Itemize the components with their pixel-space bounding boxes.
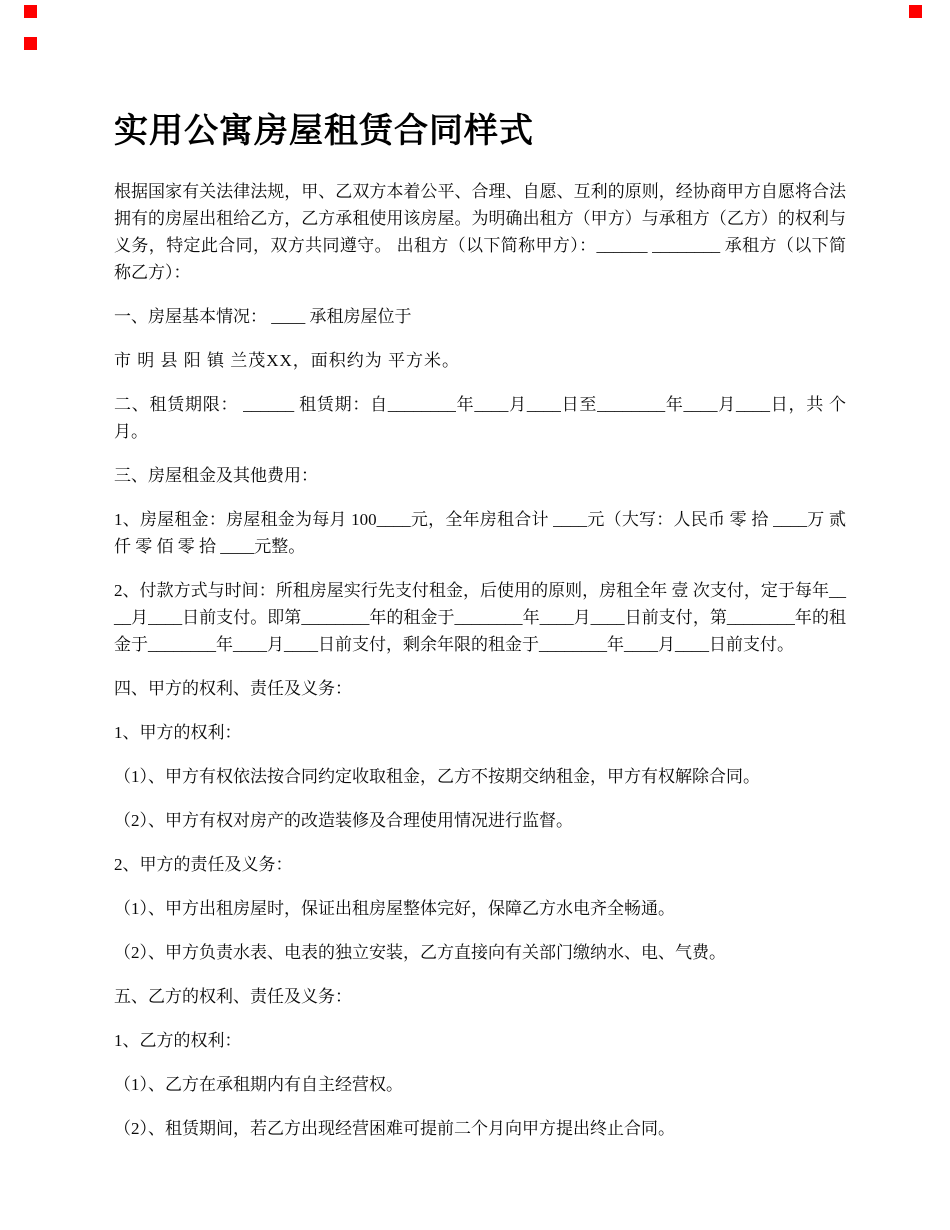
- clause-4-2-1: （1）、甲方出租房屋时，保证出租房屋整体完好，保障乙方水电齐全畅通。: [114, 899, 675, 918]
- red-marker-top-right: [909, 5, 922, 18]
- clause-4-2-2: （2）、甲方负责水表、电表的独立安装，乙方直接向有关部门缴纳水、电、气费。: [114, 943, 726, 962]
- paragraph-property-location: 市 明 县 阳 镇 兰茂XX，面积约为 平方米。: [114, 351, 461, 370]
- red-marker-top-left: [24, 5, 37, 18]
- section-1-basic-info-heading: 一、房屋基本情况： ____ 承租房屋位于: [114, 307, 412, 326]
- red-marker-left-second: [24, 37, 37, 50]
- clause-4-2-party-a-duties: 2、甲方的责任及义务：: [114, 855, 293, 874]
- clause-3-2-payment-terms: 2、付款方式与时间：所租房屋实行先支付租金，后使用的原则，房租全年 壹 次支付，定于每年____月____日前支付。即第________年的租金于________年____月____日前支付，第________年的租金于________年____月____日前支付，剩余年限的租金于________年____月____日前支付。: [114, 581, 846, 654]
- document-title: 实用公寓房屋租赁合同样式: [114, 112, 534, 150]
- section-4-party-a-heading: 四、甲方的权利、责任及义务：: [114, 679, 352, 698]
- clause-4-1-party-a-rights: 1、甲方的权利：: [114, 723, 242, 742]
- clause-4-1-2: （2）、甲方有权对房产的改造装修及合理使用情况进行监督。: [114, 811, 573, 830]
- section-2-lease-term: 二、租赁期限： ______ 租赁期：自________年____月____日至________年____月____日，共 个月。: [114, 395, 846, 441]
- document-body: [114, 103, 846, 1159]
- section-3-rent-fees-heading: 三、房屋租金及其他费用：: [114, 466, 318, 485]
- section-5-party-b-heading: 五、乙方的权利、责任及义务：: [114, 987, 352, 1006]
- clause-4-1-1: （1）、甲方有权依法按合同约定收取租金，乙方不按期交纳租金，甲方有权解除合同。: [114, 767, 760, 786]
- paragraph-preamble: 根据国家有关法律法规，甲、乙双方本着公平、合理、自愿、互利的原则，经协商甲方自愿将合法拥有的房屋出租给乙方，乙方承租使用该房屋。为明确出租方（甲方）与承租方（乙方）的权利与义务，特定此合同，双方共同遵守。 出租方（以下简称甲方）：______ ________ 承租方（以下简称乙方）：: [114, 182, 846, 282]
- clause-5-1-party-b-rights: 1、乙方的权利：: [114, 1031, 242, 1050]
- clause-5-1-2: （2）、租赁期间，若乙方出现经营困难可提前二个月向甲方提出终止合同。: [114, 1119, 675, 1138]
- clause-3-1-rent-amount: 1、房屋租金：房屋租金为每月 100____元，全年房租合计 ____元（大写：人民币 零 拾 ____万 贰 仟 零 佰 零 拾 ____元整。: [114, 510, 846, 556]
- clause-5-1-1: （1）、乙方在承租期内有自主经营权。: [114, 1075, 403, 1094]
